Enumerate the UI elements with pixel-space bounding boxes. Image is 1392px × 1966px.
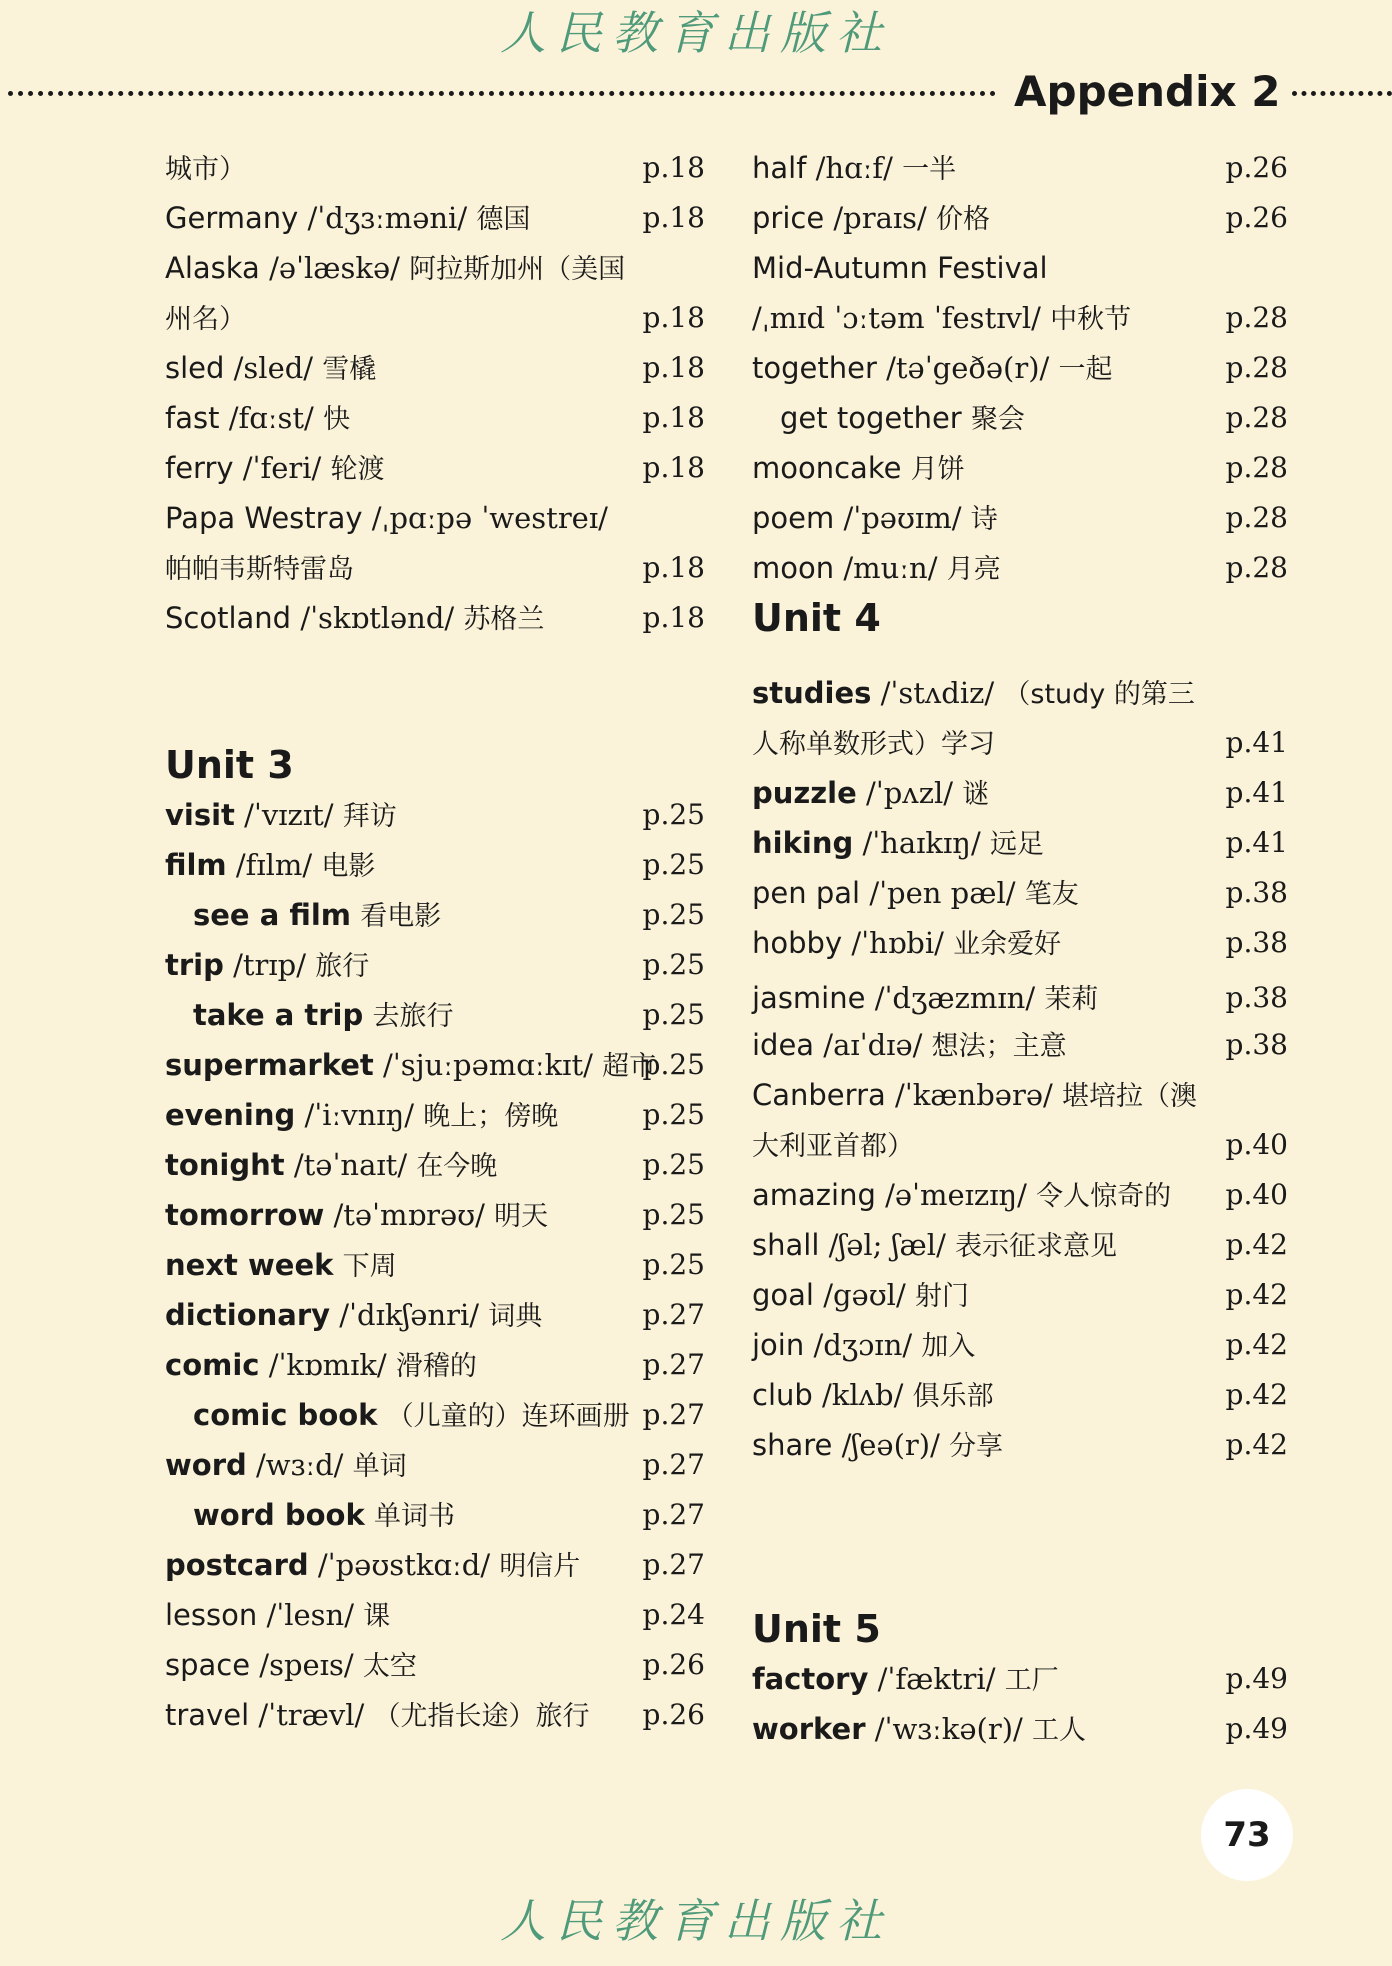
vocabulary-entry [752, 973, 1288, 1023]
chinese-meaning: 大利亚首都） [752, 1131, 914, 1162]
phonetic: /ˈlesn/ [266, 1598, 354, 1632]
vocabulary-entry [752, 768, 1288, 818]
page-reference: p.25 [642, 998, 705, 1031]
phonetic: /təˈmɒrəʊ/ [333, 1198, 485, 1232]
vocabulary-entry [752, 1704, 1288, 1754]
headword: puzzle [752, 776, 857, 810]
phonetic: /wɜːd/ [256, 1448, 344, 1482]
publisher-logo-top: 人民教育出版社 [500, 6, 892, 60]
page-reference: p.41 [1225, 776, 1288, 809]
phonetic: /trɪp/ [233, 948, 306, 982]
page-reference: p.27 [642, 1348, 705, 1381]
chinese-meaning: 滑稽的 [395, 1351, 477, 1382]
vocabulary-entry [752, 1020, 1288, 1070]
chinese-meaning: 明信片 [499, 1551, 581, 1582]
page-reference: p.25 [642, 1198, 705, 1231]
vocabulary-subentry [165, 1490, 705, 1540]
page-reference: p.28 [1225, 451, 1288, 484]
headword: tomorrow [165, 1198, 325, 1232]
phonetic: /ʃeə(r)/ [841, 1428, 940, 1462]
headword: comic [165, 1348, 260, 1382]
unit-heading: Unit 4 [752, 596, 881, 640]
headword: film [165, 848, 227, 882]
chinese-meaning: 单词 [352, 1451, 407, 1482]
phonetic: /ˈferi/ [242, 451, 322, 485]
page-reference: p.40 [1225, 1128, 1288, 1161]
chinese-meaning: 人称单数形式）学习 [752, 729, 995, 760]
chinese-meaning: 拜访 [342, 801, 397, 832]
phonetic: /speɪs/ [259, 1648, 354, 1682]
page-number-badge: 73 [1201, 1789, 1293, 1881]
vocabulary-entry [165, 243, 705, 293]
vocabulary-entry [752, 1370, 1288, 1420]
phonetic: /əˈmeɪzɪŋ/ [885, 1178, 1027, 1212]
page-reference: p.26 [642, 1698, 705, 1731]
chinese-meaning: 远足 [989, 829, 1044, 860]
appendix-title: Appendix 2 [1014, 67, 1281, 116]
chinese-meaning: 笔友 [1024, 879, 1079, 910]
headword: together [752, 351, 877, 385]
phonetic: /ˈtrævl/ [258, 1698, 365, 1732]
chinese-meaning: 太空 [362, 1651, 417, 1682]
phonetic: /ˈfæktri/ [877, 1662, 996, 1696]
page-reference: p.26 [1225, 151, 1288, 184]
vocabulary-entry [752, 1220, 1288, 1270]
phonetic: /ˈstʌdiz/ [880, 676, 995, 710]
chinese-meaning: 堪培拉（澳 [1061, 1081, 1197, 1112]
vocabulary-entry [752, 1170, 1288, 1220]
page-reference: p.25 [642, 1248, 705, 1281]
page-reference: p.27 [642, 1498, 705, 1531]
phonetic: /ˌpɑːpə ˈwestreɪ/ [371, 501, 608, 535]
page-reference: p.42 [1225, 1278, 1288, 1311]
headword: word book [193, 1498, 365, 1532]
chinese-meaning: 中秋节 [1050, 304, 1132, 335]
page-reference: p.41 [1225, 726, 1288, 759]
publisher-logo-bottom: 人民教育出版社 [500, 1894, 892, 1948]
vocabulary-subentry [165, 890, 705, 940]
unit-heading: Unit 3 [165, 743, 294, 787]
vocabulary-entry [165, 1090, 705, 1140]
chinese-meaning: 工厂 [1004, 1665, 1059, 1696]
headword: worker [752, 1712, 866, 1746]
chinese-meaning: 俱乐部 [912, 1381, 994, 1412]
phonetic: /təˈnaɪt/ [293, 1148, 408, 1182]
page-reference: p.38 [1225, 926, 1288, 959]
page-reference: p.49 [1225, 1712, 1288, 1745]
headword: studies [752, 676, 872, 710]
phonetic: /ˈvɪzɪt/ [244, 798, 334, 832]
chinese-meaning: 轮渡 [330, 454, 385, 485]
headword: take a trip [193, 998, 364, 1032]
chinese-meaning: 一半 [902, 154, 957, 185]
headword: pen pal [752, 876, 861, 910]
page-reference: p.27 [642, 1398, 705, 1431]
chinese-meaning: 城市） [165, 154, 246, 185]
dotted-rule-right [1292, 91, 1392, 96]
page-reference: p.27 [642, 1448, 705, 1481]
chinese-meaning: 令人惊奇的 [1036, 1181, 1172, 1212]
vocabulary-entry [752, 1120, 1288, 1170]
phonetic: /ˈdʒæzmɪn/ [874, 981, 1036, 1015]
vocabulary-entry [752, 243, 1288, 293]
vocabulary-entry [752, 668, 1288, 718]
phonetic: /əˈlæskə/ [269, 251, 400, 285]
headword: Alaska [165, 251, 260, 285]
unit-heading: Unit 5 [752, 1607, 881, 1651]
headword: shall [752, 1228, 820, 1262]
chinese-meaning: 诗 [970, 504, 998, 535]
vocabulary-entry [165, 1340, 705, 1390]
page-reference: p.27 [642, 1298, 705, 1331]
page-reference: p.40 [1225, 1178, 1288, 1211]
headword: visit [165, 798, 235, 832]
headword: hobby [752, 926, 843, 960]
vocabulary-entry [165, 1190, 705, 1240]
page-reference: p.18 [642, 201, 705, 234]
page-reference: p.28 [1225, 551, 1288, 584]
headword: ferry [165, 451, 234, 485]
chinese-meaning: （尤指长途）旅行 [373, 1701, 590, 1732]
vocabulary-entry [752, 343, 1288, 393]
vocabulary-entry [165, 1690, 705, 1740]
phonetic: /ˈpen pæl/ [869, 876, 1016, 910]
headword: see a film [193, 898, 352, 932]
chinese-meaning: 分享 [949, 1431, 1004, 1462]
vocabulary-entry [752, 718, 1288, 768]
phonetic: /dʒɔɪn/ [813, 1328, 913, 1362]
page-reference: p.42 [1225, 1378, 1288, 1411]
vocabulary-entry [752, 443, 1288, 493]
chinese-meaning: 旅行 [315, 951, 370, 982]
headword: club [752, 1378, 813, 1412]
chinese-meaning: 下周 [342, 1251, 397, 1282]
vocabulary-entry [752, 493, 1288, 543]
headword: fast [165, 401, 220, 435]
chinese-meaning: 州名） [165, 304, 246, 335]
headword: evening [165, 1098, 296, 1132]
page-reference: p.27 [642, 1548, 705, 1581]
headword: comic book [193, 1398, 378, 1432]
headword: Scotland [165, 601, 292, 635]
headword: trip [165, 948, 224, 982]
vocabulary-entry [752, 143, 1288, 193]
page-reference: p.25 [642, 948, 705, 981]
headword: sled [165, 351, 225, 385]
vocabulary-subentry [752, 393, 1288, 443]
page-reference: p.28 [1225, 501, 1288, 534]
headword: half [752, 151, 807, 185]
headword: factory [752, 1662, 869, 1696]
headword: travel [165, 1698, 250, 1732]
vocabulary-subentry [165, 990, 705, 1040]
phonetic: /hɑːf/ [815, 151, 893, 185]
chinese-meaning: 月饼 [910, 454, 965, 485]
vocabulary-subentry [165, 1390, 705, 1440]
phonetic: /ʃəl; ʃæl/ [828, 1228, 946, 1262]
phonetic: /ˌmɪd ˈɔːtəm ˈfestɪvl/ [752, 301, 1041, 335]
chinese-meaning: 聚会 [970, 404, 1025, 435]
phonetic: /ˈsjuːpəmɑːkɪt/ [382, 1048, 593, 1082]
page-reference: p.28 [1225, 301, 1288, 334]
phonetic: /sled/ [233, 351, 314, 385]
vocabulary-entry [165, 1240, 705, 1290]
vocabulary-entry [752, 543, 1288, 593]
vocabulary-entry [165, 1440, 705, 1490]
page-reference: p.42 [1225, 1228, 1288, 1261]
page-reference: p.38 [1225, 981, 1288, 1014]
phonetic: /ˈdɪkʃənri/ [339, 1298, 480, 1332]
page-reference: p.28 [1225, 351, 1288, 384]
phonetic: /ˈkɒmɪk/ [268, 1348, 387, 1382]
chinese-meaning: 明天 [494, 1201, 549, 1232]
vocabulary-entry [165, 1640, 705, 1690]
vocabulary-entry [165, 593, 705, 643]
vocabulary-entry [752, 868, 1288, 918]
phonetic: /muːn/ [843, 551, 938, 585]
page-reference: p.25 [642, 848, 705, 881]
page-reference: p.25 [642, 1048, 705, 1081]
page-reference: p.28 [1225, 401, 1288, 434]
headword: Papa Westray [165, 501, 363, 535]
chinese-meaning: 一起 [1058, 354, 1113, 385]
chinese-meaning: 月亮 [946, 554, 1001, 585]
headword: jasmine [752, 981, 866, 1015]
page-reference: p.18 [642, 151, 705, 184]
chinese-meaning: 快 [323, 404, 351, 435]
headword: lesson [165, 1598, 258, 1632]
phonetic: /ˈwɜːkə(r)/ [874, 1712, 1023, 1746]
chinese-meaning: 价格 [936, 204, 991, 235]
page-reference: p.18 [642, 401, 705, 434]
headword: price [752, 201, 825, 235]
vocabulary-entry [752, 1320, 1288, 1370]
vocabulary-entry [752, 818, 1288, 868]
phonetic: /ˈpəʊstkɑːd/ [317, 1548, 491, 1582]
vocabulary-entry [165, 1140, 705, 1190]
chinese-meaning: 德国 [476, 204, 531, 235]
page-reference: p.18 [642, 301, 705, 334]
vocabulary-entry [165, 143, 705, 193]
page-reference: p.18 [642, 601, 705, 634]
page-reference: p.24 [642, 1598, 705, 1631]
headword: goal [752, 1278, 814, 1312]
headword: share [752, 1428, 833, 1462]
page-reference: p.26 [1225, 201, 1288, 234]
headword: Mid-Autumn Festival [752, 251, 1048, 285]
headword: idea [752, 1028, 815, 1062]
headword: join [752, 1328, 805, 1362]
phonetic: /ˈiːvnɪŋ/ [304, 1098, 415, 1132]
vocabulary-entry [752, 293, 1288, 343]
chinese-meaning: 课 [363, 1601, 391, 1632]
vocabulary-entry [165, 1040, 705, 1090]
headword: dictionary [165, 1298, 331, 1332]
headword: word [165, 1448, 247, 1482]
chinese-meaning: 射门 [914, 1281, 969, 1312]
chinese-meaning: 超市 [602, 1051, 657, 1082]
phonetic: /ˈkænbərə/ [894, 1078, 1053, 1112]
page-reference: p.25 [642, 798, 705, 831]
vocabulary-entry [165, 393, 705, 443]
chinese-meaning: 晚上；傍晚 [423, 1101, 559, 1132]
vocabulary-entry [165, 1290, 705, 1340]
page-reference: p.38 [1225, 876, 1288, 909]
phonetic: /ˈhɒbi/ [851, 926, 944, 960]
chinese-meaning: 去旅行 [372, 1001, 454, 1032]
headword: tonight [165, 1148, 285, 1182]
phonetic: /ˈpəʊɪm/ [843, 501, 962, 535]
chinese-meaning: 想法；主意 [931, 1031, 1067, 1062]
appendix-header [0, 64, 1392, 120]
vocabulary-entry [752, 1654, 1288, 1704]
page-reference: p.18 [642, 351, 705, 384]
page-reference: p.25 [642, 1148, 705, 1181]
chinese-meaning: 词典 [488, 1301, 543, 1332]
phonetic: /aɪˈdɪə/ [823, 1028, 923, 1062]
chinese-meaning: 阿拉斯加州（美国 [409, 254, 626, 285]
headword: poem [752, 501, 835, 535]
vocabulary-entry [752, 1270, 1288, 1320]
chinese-meaning: 苏格兰 [463, 604, 545, 635]
phonetic: /təˈgeðə(r)/ [886, 351, 1050, 385]
headword: postcard [165, 1548, 309, 1582]
phonetic: /gəʊl/ [823, 1278, 906, 1312]
vocabulary-entry [165, 790, 705, 840]
page-reference: p.49 [1225, 1662, 1288, 1695]
phonetic: /klʌb/ [822, 1378, 904, 1412]
page-reference: p.38 [1225, 1028, 1288, 1061]
vocabulary-entry [165, 493, 705, 543]
chinese-meaning: 加入 [921, 1331, 976, 1362]
chinese-meaning: 看电影 [360, 901, 442, 932]
chinese-meaning: 表示征求意见 [955, 1231, 1118, 1262]
page-reference: p.18 [642, 551, 705, 584]
chinese-meaning: 电影 [321, 851, 376, 882]
page-reference: p.41 [1225, 826, 1288, 859]
chinese-meaning: （儿童的）连环画册 [386, 1401, 630, 1432]
dotted-rule-left [8, 91, 996, 96]
chinese-meaning: 谜 [962, 779, 990, 810]
headword: moon [752, 551, 835, 585]
phonetic: /ˈpʌzl/ [866, 776, 954, 810]
headword: supermarket [165, 1048, 374, 1082]
headword: mooncake [752, 451, 902, 485]
vocabulary-entry [752, 1420, 1288, 1470]
headword: space [165, 1648, 251, 1682]
page-reference: p.42 [1225, 1328, 1288, 1361]
phonetic: /ˈhaɪkɪŋ/ [862, 826, 981, 860]
vocabulary-entry [165, 1590, 705, 1640]
headword: hiking [752, 826, 854, 860]
headword: next week [165, 1248, 334, 1282]
page-reference: p.25 [642, 1098, 705, 1131]
page-reference: p.25 [642, 898, 705, 931]
vocabulary-entry [165, 343, 705, 393]
vocabulary-entry [165, 543, 705, 593]
headword: amazing [752, 1178, 876, 1212]
chinese-meaning: 工人 [1032, 1715, 1087, 1746]
phonetic: /fɪlm/ [235, 848, 313, 882]
page-reference: p.18 [642, 451, 705, 484]
page-reference: p.42 [1225, 1428, 1288, 1461]
chinese-meaning: 在今晚 [416, 1151, 498, 1182]
phonetic: /ˈdʒɜːməni/ [307, 201, 468, 235]
vocabulary-entry [165, 443, 705, 493]
headword: Germany [165, 201, 299, 235]
chinese-meaning: 帕帕韦斯特雷岛 [165, 554, 354, 585]
vocabulary-entry [752, 1070, 1288, 1120]
vocabulary-entry [165, 293, 705, 343]
headword: Canberra [752, 1078, 886, 1112]
page-reference: p.26 [642, 1648, 705, 1681]
chinese-meaning: 业余爱好 [953, 929, 1062, 960]
chinese-meaning: 雪橇 [322, 354, 377, 385]
chinese-meaning: 单词书 [373, 1501, 455, 1532]
vocabulary-entry [752, 918, 1288, 968]
phonetic: /praɪs/ [833, 201, 927, 235]
vocabulary-entry [165, 940, 705, 990]
chinese-meaning: 茉莉 [1044, 984, 1099, 1015]
phonetic: /ˈskɒtlənd/ [300, 601, 455, 635]
vocabulary-entry [165, 1540, 705, 1590]
vocabulary-entry [752, 193, 1288, 243]
phonetic: /fɑːst/ [228, 401, 314, 435]
vocabulary-entry [165, 840, 705, 890]
headword: get together [780, 401, 962, 435]
chinese-meaning: （study 的第三 [1003, 679, 1195, 710]
vocabulary-entry [165, 193, 705, 243]
